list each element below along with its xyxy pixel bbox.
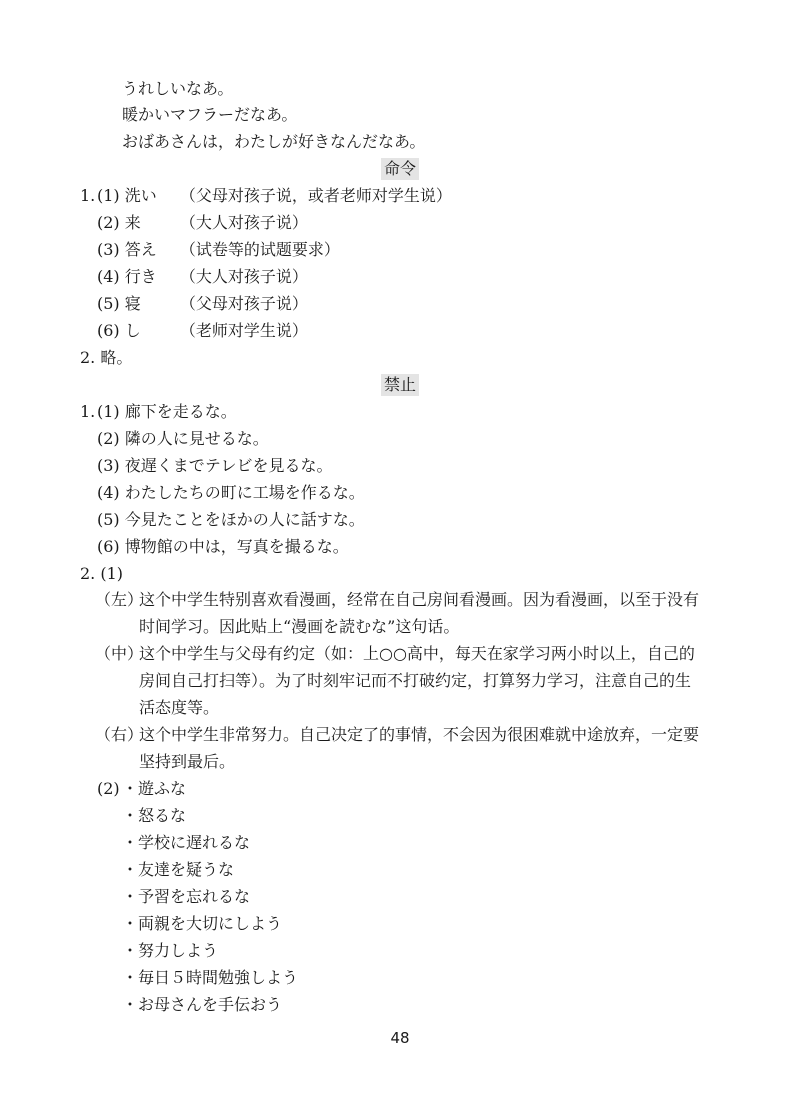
para-middle-line-1: 这个中学生与父母有约定（如：上○○高中，每天在家学习两小时以上，自己的	[139, 644, 695, 663]
s1-item-6-word: し	[124, 321, 141, 340]
s2-item-4-text: わたしたちの町に工場を作るな。	[124, 483, 365, 502]
s2-item-3	[97, 455, 332, 477]
s1-item-4-num: (4)	[97, 267, 120, 286]
bullet-7: ・努力しよう	[122, 941, 219, 960]
s1-item-3-word: 答え	[124, 240, 157, 259]
bullet-3: ・学校に遅れるな	[122, 833, 251, 852]
s2-item-1-text: 廊下を走るな。	[124, 402, 237, 421]
intro-line-3: おばあさんは，わたしが好きなんだなあ。	[122, 132, 426, 151]
s1-item-1-num: (1)	[97, 186, 120, 205]
para-right-line-2: 坚持到最后。	[139, 752, 236, 771]
s1-item-4	[97, 266, 308, 288]
para-middle-label: （中）	[95, 644, 144, 663]
para-right-line-1: 这个中学生非常努力。自己决定了的事情，不会因为很困难就中途放弃，一定要	[139, 725, 700, 744]
s1-item-4-word: 行き	[124, 267, 157, 286]
s2-item-3-num: (3)	[97, 456, 120, 475]
s1-item-1	[97, 185, 452, 207]
s2-q1-number: 1.	[80, 402, 96, 421]
s1-item-3	[97, 239, 340, 261]
s1-item-2	[97, 212, 308, 234]
para-left-label: （左）	[95, 590, 144, 609]
s1-item-1-word: 洗い	[124, 186, 157, 205]
s2-item-6-num: (6)	[97, 537, 120, 556]
s2-item-4	[97, 482, 365, 504]
s2-q2-label: 2. (1)	[80, 564, 124, 583]
s1-item-6-num: (6)	[97, 321, 120, 340]
s2-item-6	[97, 536, 349, 558]
bullet-6: ・両親を大切にしよう	[122, 914, 283, 933]
s1-item-3-note: （试卷等的试题要求）	[179, 240, 340, 259]
section-heading-kinshi-text: 禁止	[381, 374, 419, 396]
s1-item-3-num: (3)	[97, 240, 120, 259]
para-middle-line-3: 活态度等。	[139, 698, 220, 717]
bullet-8: ・毎日５時間勉強しよう	[122, 968, 299, 987]
s1-item-6	[97, 320, 308, 342]
s2-item-4-num: (4)	[97, 483, 120, 502]
s2-item-1	[97, 401, 237, 423]
s2-item-2-text: 隣の人に見せるな。	[124, 429, 269, 448]
s2-item-6-text: 博物館の中は，写真を撮るな。	[124, 537, 349, 556]
bullet-1: ・遊ふな	[122, 779, 187, 798]
para-left-line-1: 这个中学生特别喜欢看漫画，经常在自己房间看漫画。因为看漫画，以至于没有	[139, 590, 700, 609]
section-heading-kinshi	[0, 374, 800, 396]
s1-item-2-word: 来	[124, 213, 141, 232]
bullet-9: ・お母さんを手伝おう	[122, 995, 283, 1014]
s1-item-2-note: （大人对孩子说）	[179, 213, 308, 232]
s1-item-5	[97, 293, 308, 315]
s2-item-5-text: 今見たことをほかの人に話すな。	[124, 510, 365, 529]
intro-line-1: うれしいなあ。	[122, 79, 234, 98]
section-heading-meirei	[0, 158, 800, 180]
para-left-line-2: 时间学习。因此贴上“漫画を読むな”这句话。	[139, 617, 460, 636]
para-middle-line-2: 房间自己打扫等）。为了时刻牢记而不打破约定，打算努力学习，注意自己的生	[139, 671, 692, 690]
s1-item-5-num: (5)	[97, 294, 120, 313]
s2-item-3-text: 夜遅くまでテレビを見るな。	[124, 456, 333, 475]
s1-q2: 2. 略。	[80, 348, 133, 367]
bullet-2: ・怒るな	[122, 806, 187, 825]
section-heading-meirei-text: 命令	[381, 158, 419, 180]
s1-q1-number: 1.	[80, 186, 96, 205]
bullet-5: ・予習を忘れるな	[122, 887, 251, 906]
s2-item-1-num: (1)	[97, 402, 120, 421]
intro-line-2: 暖かいマフラーだなあ。	[122, 105, 298, 124]
bullet-4: ・友達を疑うな	[122, 860, 235, 879]
s1-item-5-note: （父母对孩子说）	[179, 294, 308, 313]
s2-item-5-num: (5)	[97, 510, 120, 529]
page-number: 48	[390, 1029, 410, 1047]
s1-item-6-note: （老师对学生说）	[179, 321, 308, 340]
s2-sub2-label: (2)	[97, 779, 120, 798]
para-right-label: （右）	[95, 725, 144, 744]
s2-item-2-num: (2)	[97, 429, 120, 448]
s2-item-5	[97, 509, 365, 531]
s1-item-5-word: 寝	[124, 294, 141, 313]
s1-item-4-note: （大人对孩子说）	[179, 267, 308, 286]
s2-item-2	[97, 428, 269, 450]
s1-item-2-num: (2)	[97, 213, 120, 232]
s1-item-1-note: （父母对孩子说，或者老师对学生说）	[179, 186, 452, 205]
